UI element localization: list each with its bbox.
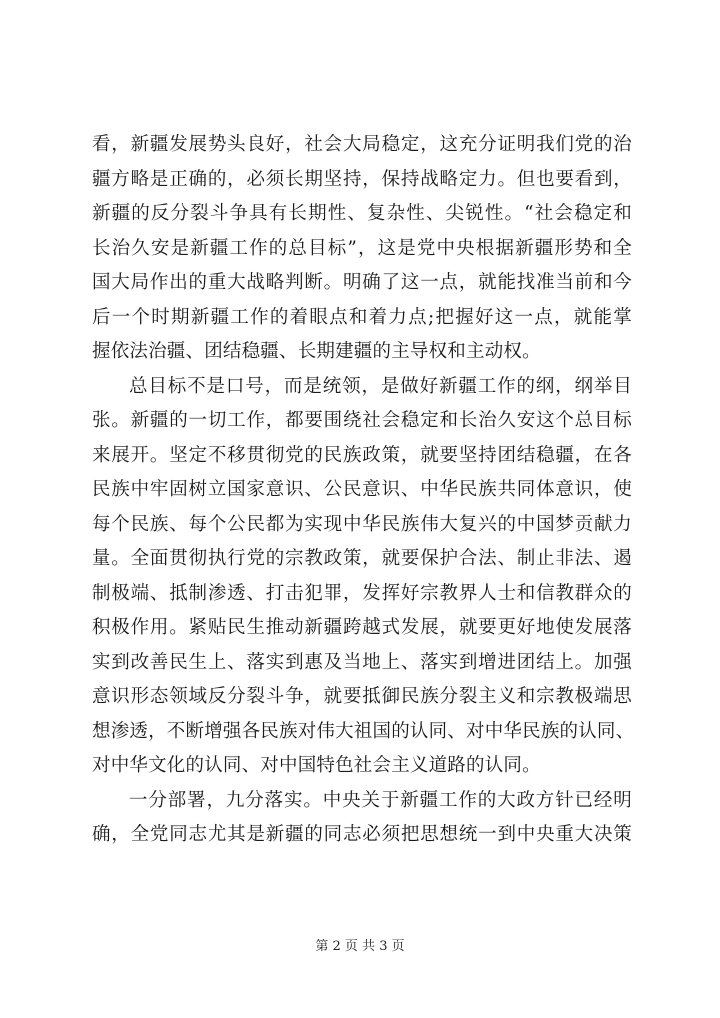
- paragraph-3-line: 一分部署，九分落实。中央关于新疆工作的大政方针已经明: [129, 789, 632, 811]
- paragraph-2-line: 制极端、抵制渗透、打击犯罪，发挥好宗教界人士和信教群众的: [92, 582, 632, 604]
- paragraph-1-line: 长治久安是新疆工作的总目标”，这是党中央根据新疆形势和全: [92, 237, 632, 259]
- paragraph-1-line: 后一个时期新疆工作的着眼点和着力点;把握好这一点，就能掌: [92, 306, 632, 328]
- paragraph-1-line: 看，新疆发展势头良好，社会大局稳定，这充分证明我们党的治: [92, 134, 632, 155]
- paragraph-1-line: 疆方略是正确的，必须长期坚持，保持战略定力。但也要看到，: [92, 168, 632, 190]
- paragraph-2-line: 总目标不是口号，而是统领，是做好新疆工作的纲，纲举目: [129, 375, 632, 397]
- paragraph-1-line: 握依法治疆、团结稳疆、长期建疆的主导权和主动权。: [92, 341, 541, 362]
- paragraph-2-line: 来展开。坚定不移贯彻党的民族政策，就要坚持团结稳疆，在各: [92, 444, 632, 466]
- paragraph-2-line: 每个民族、每个公民都为实现中华民族伟大复兴的中国梦贡献力: [92, 513, 632, 535]
- paragraph-1-line: 国大局作出的重大战略判断。明确了这一点，就能找准当前和今: [92, 272, 632, 293]
- paragraph-1-line: 新疆的反分裂斗争具有长期性、复杂性、尖锐性。“社会稳定和: [92, 203, 632, 224]
- paragraph-2-line: 量。全面贯彻执行党的宗教政策，就要保护合法、制止非法、遏: [92, 548, 632, 569]
- paragraph-2-line: 积极作用。紧贴民生推动新疆跨越式发展，就要更好地使发展落: [92, 617, 632, 638]
- paragraph-2-line: 张。新疆的一切工作，都要围绕社会稳定和长治久安这个总目标: [92, 410, 632, 431]
- paragraph-2-line: 意识形态领域反分裂斗争，就要抵御民族分裂主义和宗教极端思: [92, 686, 632, 707]
- paragraph-2-line: 对中华文化的认同、对中国特色社会主义道路的认同。: [92, 755, 541, 776]
- body-text: [92, 128, 635, 853]
- paragraph-2-line: 想渗透，不断增强各民族对伟大祖国的认同、对中华民族的认同、: [92, 720, 635, 742]
- paragraph-3-line: 确，全党同志尤其是新疆的同志必须把思想统一到中央重大决策: [92, 824, 632, 845]
- paragraph-2-line: 实到改善民生上、落实到惠及当地上、落实到增进团结上。加强: [92, 651, 632, 673]
- paragraph-2-line: 民族中牢固树立国家意识、公民意识、中华民族共同体意识，使: [92, 479, 632, 500]
- page-footer: 第 2 页 共 3 页: [315, 939, 405, 954]
